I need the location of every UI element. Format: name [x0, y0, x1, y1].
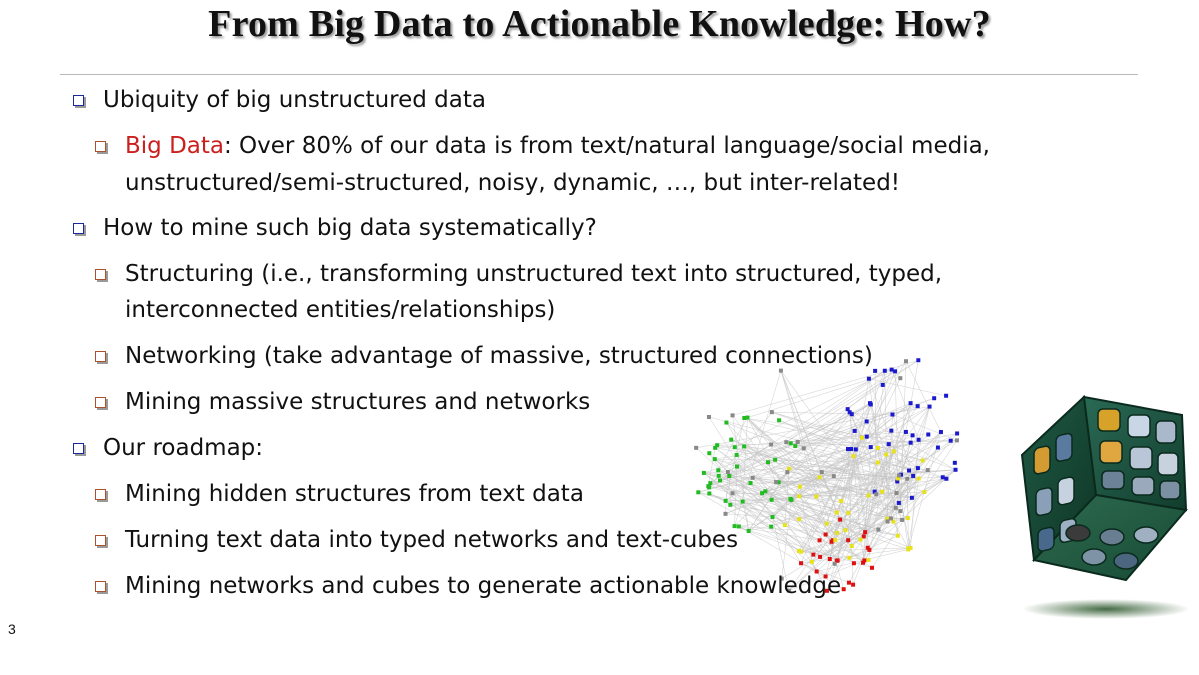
bullet-text: How to mine such big data systematically?: [103, 215, 597, 241]
bullet-text: Structuring (i.e., transforming unstructured text into structured, typed,: [125, 261, 943, 287]
bullet-box-icon: [95, 581, 106, 592]
bullet-box-icon: [95, 397, 106, 408]
rubiks-cube-illustration: [1014, 385, 1194, 625]
bullet-text: : Over 80% of our data is from text/natural language/social media,: [224, 133, 990, 159]
bullet-box-icon: [73, 223, 84, 234]
bullet-text: Networking (take advantage of massive, structured connections): [125, 343, 873, 369]
bullet-box-icon: [95, 535, 106, 546]
bullet-text: Turning text data into typed networks and text-cubes: [125, 527, 739, 553]
bullet-text: Ubiquity of big unstructured data: [103, 87, 486, 113]
highlight-term: Big Data: [125, 133, 224, 159]
bullet-box-icon: [95, 351, 106, 362]
bullet-text: Our roadmap:: [103, 435, 264, 461]
slide-title: From Big Data to Actionable Knowledge: How?: [208, 3, 991, 45]
bullet-box-icon: [73, 95, 84, 106]
bullet-continuation: unstructured/semi-structured, noisy, dynamic, …, but inter-related!: [125, 170, 901, 196]
bullet-text: Mining networks and cubes to generate actionable knowledge: [125, 573, 842, 599]
bullet-box-icon: [95, 141, 106, 152]
bullet-continuation: interconnected entities/relationships): [125, 297, 556, 323]
bullet-box-icon: [95, 269, 106, 280]
bullet-box-icon: [95, 489, 106, 500]
bullet-text: Mining massive structures and networks: [125, 389, 591, 415]
bullet-box-icon: [73, 443, 84, 454]
bullet-text: Mining hidden structures from text data: [125, 481, 584, 507]
page-number: 3: [8, 621, 16, 637]
